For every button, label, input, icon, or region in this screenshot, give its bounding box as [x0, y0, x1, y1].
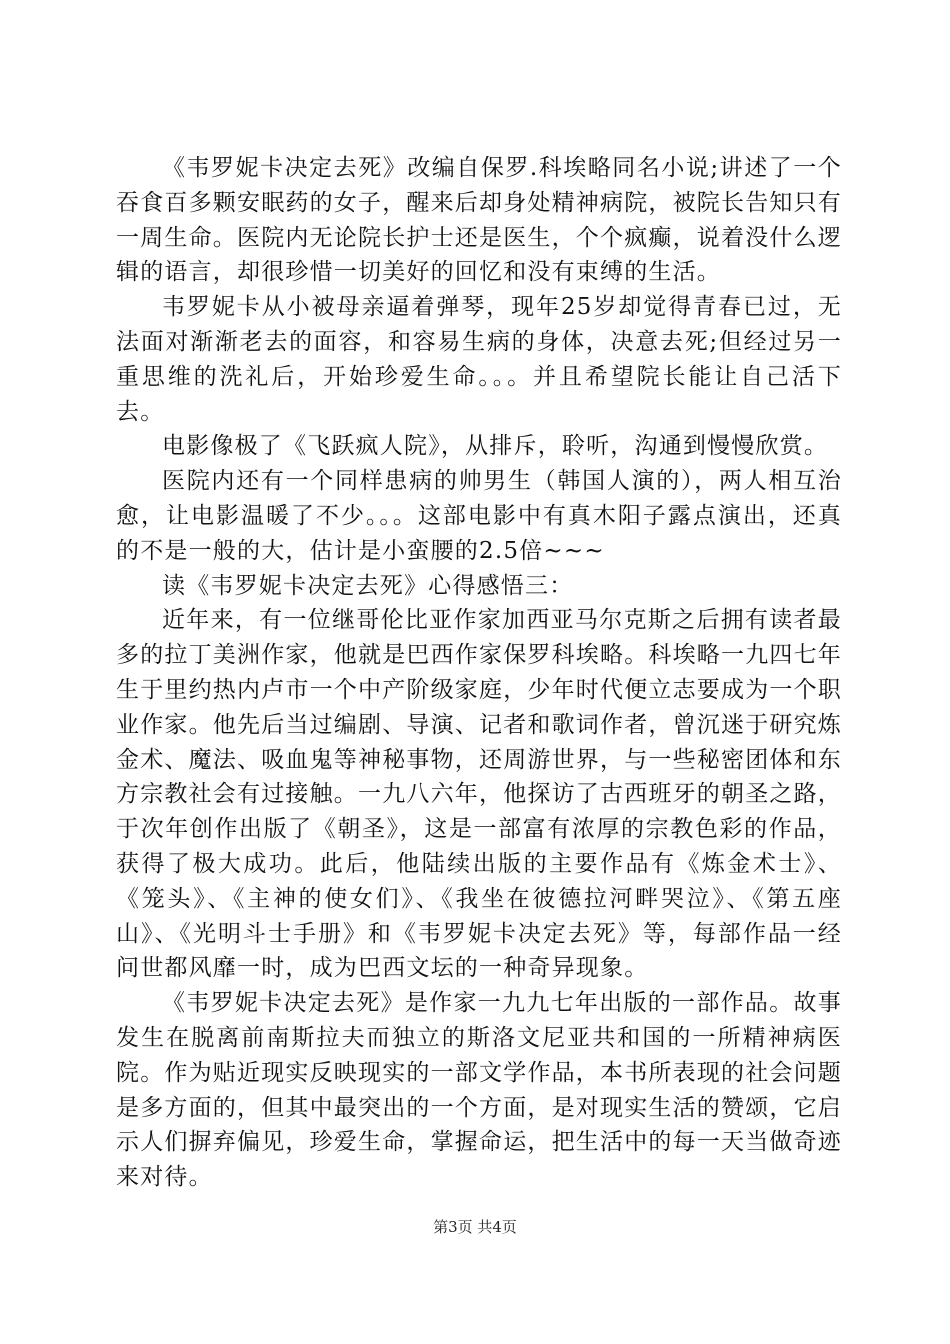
page-number-footer: 第3页 共4页: [433, 1218, 517, 1236]
paragraph-3: 电影像极了《飞跃疯人院》，从排斥，聆听，沟通到慢慢欣赏。: [162, 433, 829, 460]
paragraph-6: 近年来，有一位继哥伦比亚作家加西亚马尔克斯之后拥有读者最多的拉丁美洲作家，他就是巴西作家保罗科埃略。科埃略一九四七年生于里约热内卢市一个中产阶级家庭，少年时代便立志要成为一个职业作家。他先后当过编剧、导演、记者和歌词作者，曾沉迷于研究炼金术、魔法、吸血鬼等神秘事物，还周游世界，与一些秘密团体和东方宗教社会有过接触。一九八六年，他探访了古西班牙的朝圣之路，于次年创作出版了《朝圣》，这是一部富有浓厚的宗教色彩的作品，获得了极大成功。此后，他陆续出版的主要作品有《炼金术士》、《笼头》、《主神的使女们》、《我坐在彼德拉河畔哭泣》、《第五座山》、《光明斗士手册》和《韦罗妮卡决定去死》等，每部作品一经问世都风靡一时，成为巴西文坛的一种奇异现象。: [116, 607, 842, 982]
paragraph-4: 医院内还有一个同样患病的帅男生（韩国人演的），两人相互治愈，让电影温暖了不少。。。这部电影中有真木阳子露点演出，还真的不是一般的大，估计是小蛮腰的2.5倍~~~: [116, 468, 842, 564]
paragraph-2: 韦罗妮卡从小被母亲逼着弹琴，现年25岁却觉得青春已过，无法面对渐渐老去的面容，和容易生病的身体，决意去死;但经过另一重思维的洗礼后，开始珍爱生命。。。并且希望院长能让自己活下去。: [116, 294, 842, 425]
paragraph-5-heading: 读《韦罗妮卡决定去死》心得感悟三：: [162, 572, 574, 599]
paragraph-7: 《韦罗妮卡决定去死》是作家一九九七年出版的一部作品。故事发生在脱离前南斯拉夫而独立的斯洛文尼亚共和国的一所精神病医院。作为贴近现实反映现实的一部文学作品，本书所表现的社会问题是多方面的，但其中最突出的一个方面，是对现实生活的赞颂，它启示人们摒弃偏见，珍爱生命，掌握命运，把生活中的每一天当做奇迹来对待。: [116, 990, 842, 1191]
paragraph-1: 《韦罗妮卡决定去死》改编自保罗.科埃略同名小说;讲述了一个吞食百多颗安眠药的女子，醒来后却身处精神病院，被院长告知只有一周生命。医院内无论院长护士还是医生，个个疯癫，说着没什么逻辑的语言，却很珍惜一切美好的回忆和没有束缚的生活。: [116, 155, 842, 286]
document-body: [116, 151, 842, 1195]
